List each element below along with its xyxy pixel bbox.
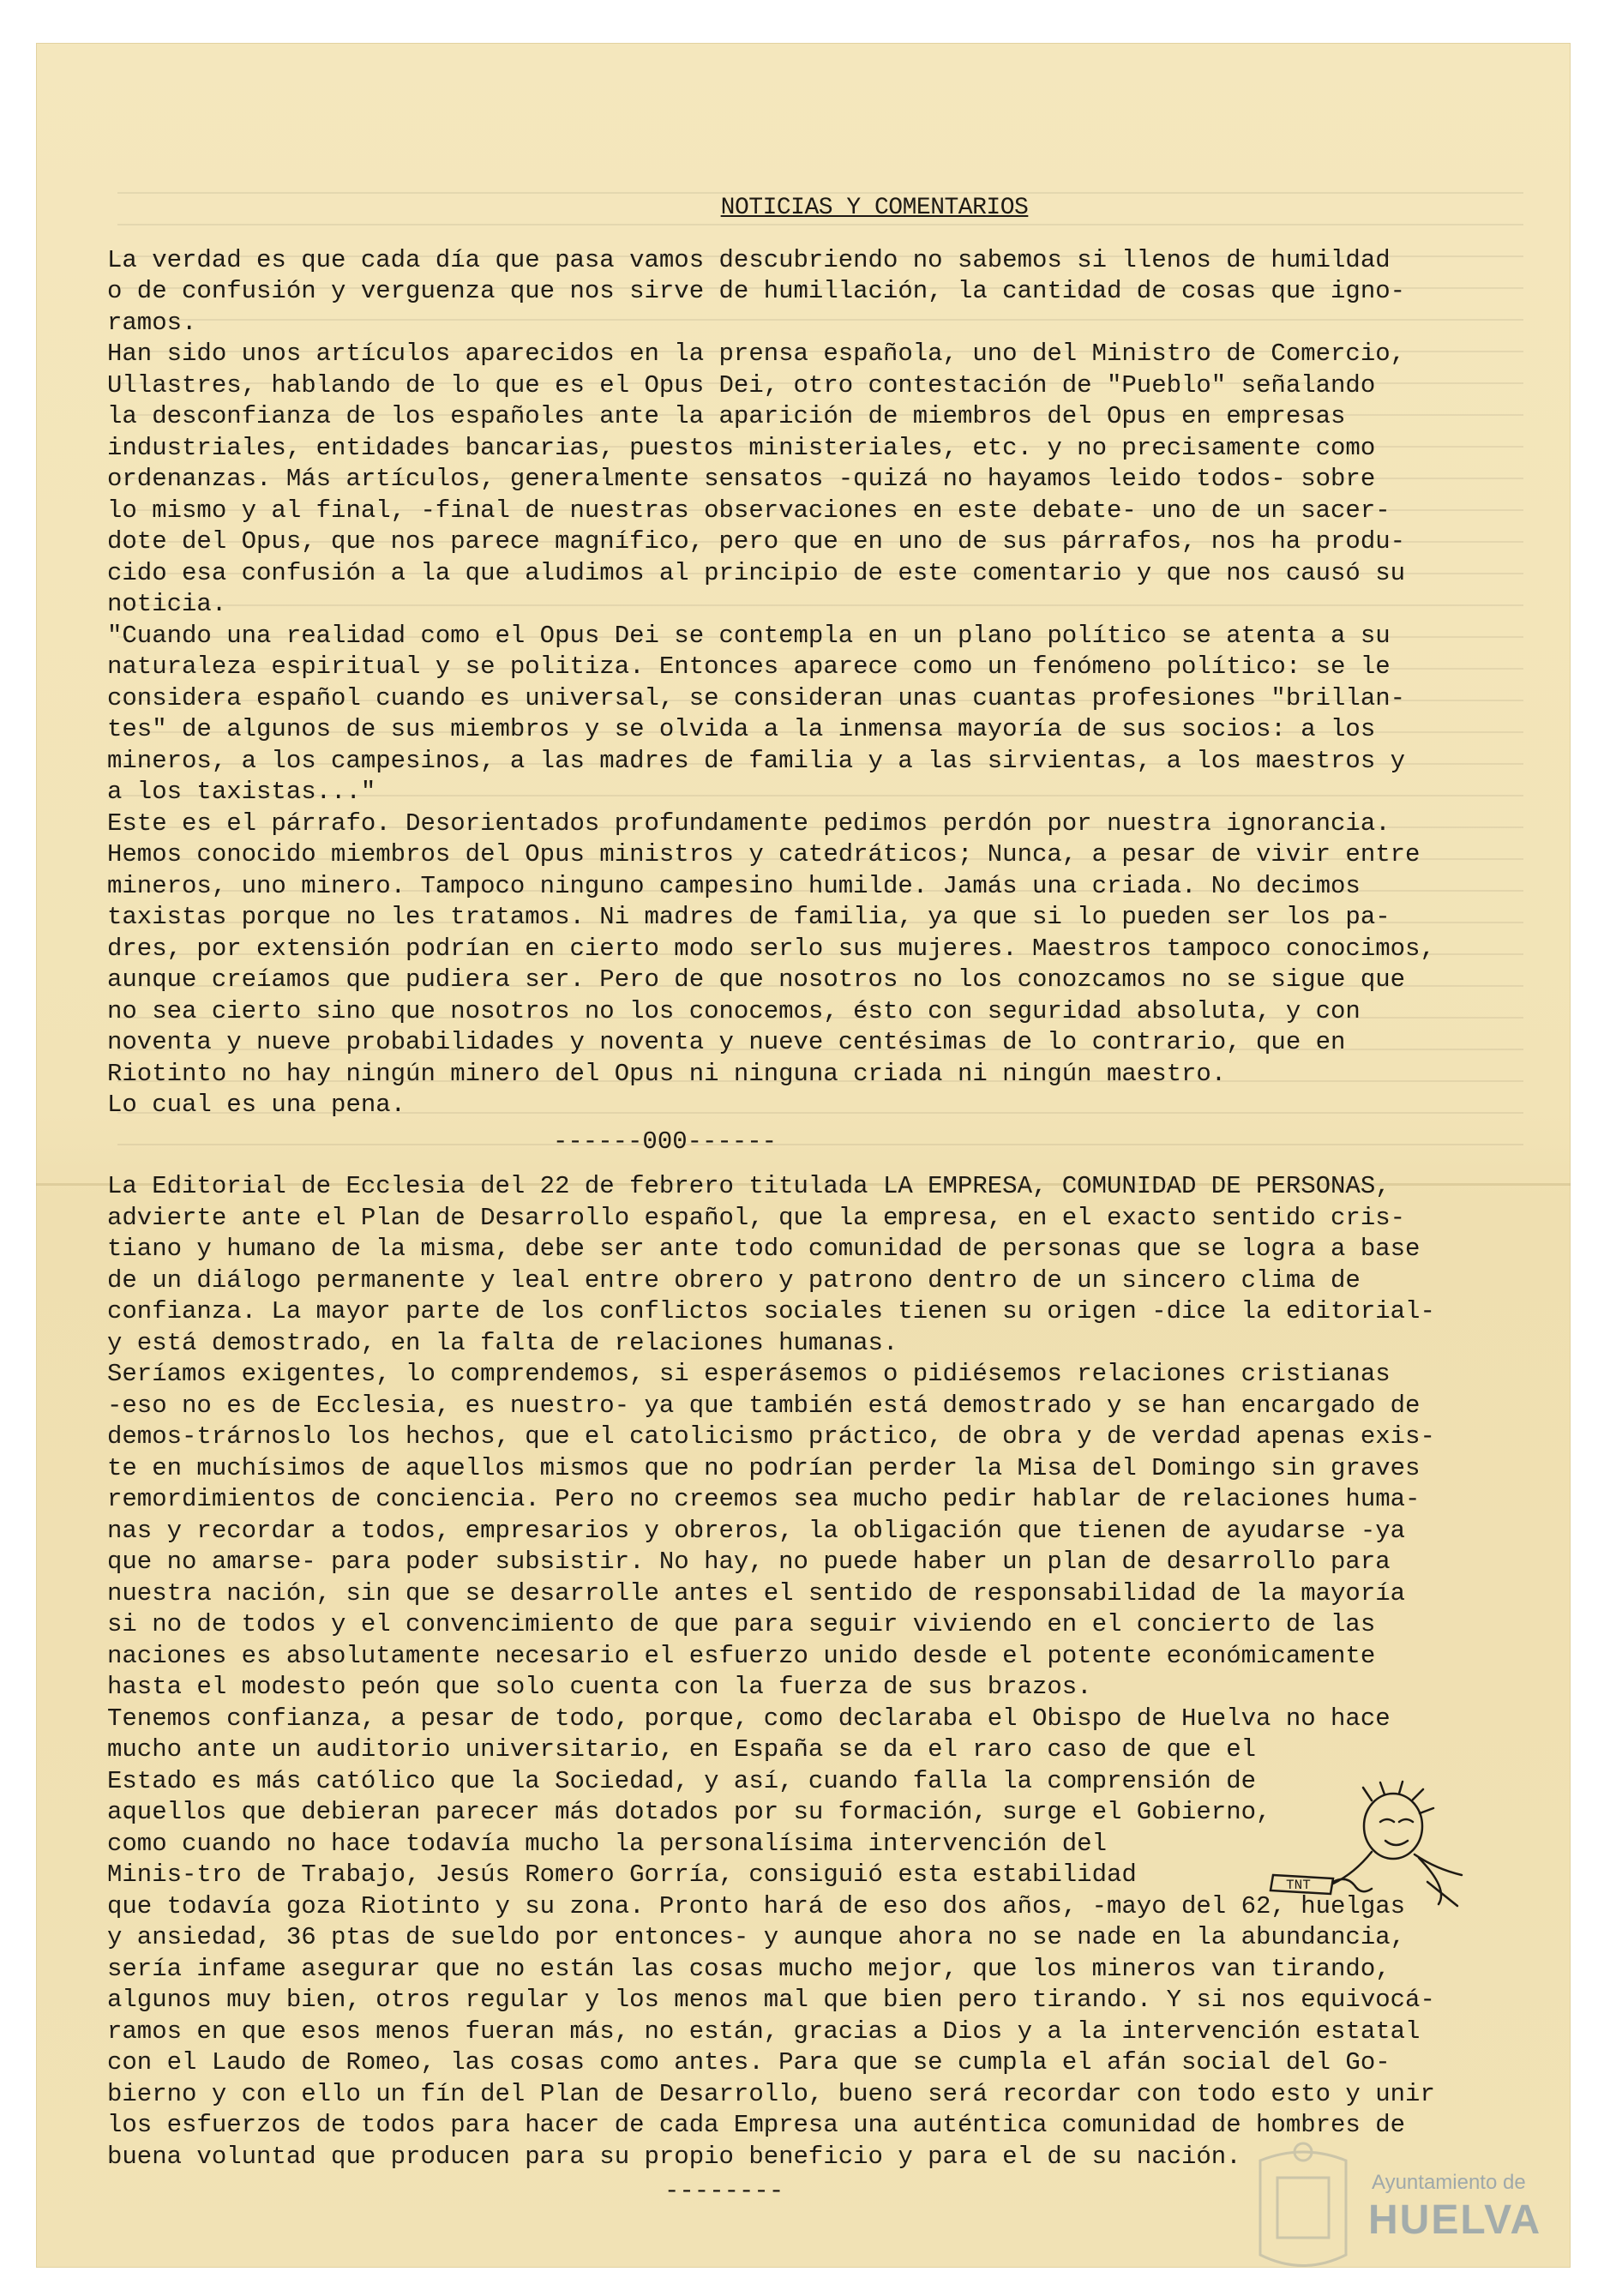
cartoon-drawing bbox=[1252, 1779, 1475, 1908]
paragraph: Seríamos exigentes, lo comprendemos, si esperásemos o pidiésemos relaciones cristianas -eso no es de Ecclesia, es nuestro- ya que también está demostrado y se han encargado de demos-trárnoslo los hechos, que el catolicismo práctico, de obra y de verdad apenas exis- te en muchísimos de aquellos mismos que no podrían perder la Misa del Domingo sin graves remordimientos de conciencia. Pero no creemos sea mucho pedir hablar de relaciones huma- nas y recordar a todos, empresarios y obreros, la obligación que tienen de ayudarse -ya que no amarse- para poder subsistir. No hay, no puede haber un plan de desarrollo para nuestra nación, sin que se desarrolle antes el sentido de responsabilidad de la mayoría si no de todos y el convencimiento de que para seguir viviendo en el concierto de las naciones es absolutamente necesario el esfuerzo unido desde el potente económicamente hasta el modesto peón que solo cuenta con la fuerza de sus brazos. bbox=[107, 1360, 1435, 1701]
paragraph: Lo cual es una pena. bbox=[107, 1091, 406, 1119]
paragraph: La verdad es que cada día que pasa vamos descubriendo no sabemos si llenos de humildad o de confusión y verguenza que nos sirve de humillación, la cantidad de cosas que igno- ramos. bbox=[107, 245, 1406, 337]
cartoon-label: TNT bbox=[1286, 1878, 1311, 1893]
watermark-line1: Ayuntamiento de bbox=[1372, 2171, 1526, 2194]
paragraph: "Cuando una realidad como el Opus Dei se contempla en un plano político se atenta a su naturaleza espiritual y se politiza. Entonces aparece como un fenómeno político: se le considera español cuando es universal, se consideran unas cuantas profesiones "brillan- tes" de algunos de sus miembros y se olvida a la inmensa mayoría de sus socios: a los mineros, a los campesinos, a las madres de familia y a las sirvientas, a los maestros y a los taxistas..." bbox=[107, 621, 1406, 806]
paragraph: Han sido unos artículos aparecidos en la prensa española, uno del Ministro de Comercio, Ullastres, hablando de lo que es el Opus Dei, otro contestación de "Pueblo" señalando la desconfianza de los españoles ante la aparición de miembros del Opus en empresas industriales, entidades bancarias, puestos ministeriales, etc. y no precisamente como ordenanzas. Más artículos, generalmente sensatos -quizá no hayamos leido todos- sobre lo mismo y al final, -final de nuestras observaciones en este debate- uno de un sacer- dote del Opus, que nos parece magnífico, pero que en uno de sus párrafos, nos ha produ- cido esa confusión a la que aludimos al principio de este comentario y que nos causó su noticia. bbox=[107, 340, 1406, 618]
document-title: NOTICIAS Y COMENTARIOS bbox=[720, 195, 1029, 221]
paragraph: Este es el párrafo. Desorientados profundamente pedimos perdón por nuestra ignorancia. Hemos conocido miembros del Opus ministros y catedráticos; Nunca, a pesar de vivir entre mineros, uno minero. Tampoco ninguno campesino humilde. Jamás una criada. No decimos taxistas porque no les tratamos. Ni madres de familia, ya que si lo pueden ser los pa- dres, por extensión podrían en cierto modo serlo sus mujeres. Maestros tampoco conocimos, aunque creíamos que pudiera ser. Pero de que nosotros no los conozcamos no se sigue que no sea cierto sino que nosotros no los conocemos, ésto con seguridad absoluta, y con noventa y nueve probabilidades y noventa y nueve centésimas de lo contrario, que en Riotinto no hay ningún minero del Opus ni ninguna criada ni ningún maestro. bbox=[107, 808, 1435, 1088]
paragraph: Tenemos confianza, a pesar de todo, porque, como declaraba el Obispo de Huelva no hace mucho ante un auditorio universitario, en España se da el raro caso de que el Estado es más católico que la Sociedad, y así, cuando falla la comprensión de aquellos que debieran parecer más dotados por su formación, surge el Gobierno, como cuando no hace todavía mucho la personalísima intervención del Minis-tro de Trabajo, Jesús Romero Gorría, consiguió esta estabilidad que todavía goza Riotinto y su zona. Pronto hará de eso dos años, -mayo del 62, huelgas y ansiedad, 36 ptas de sueldo por entonces- y aunque ahora no se nade en la abundancia, sería infame asegurar que no están las cosas mucho mejor, que los mineros van tirando, algunos muy bien, otros regular y los menos mal que bien pero tirando. Y si nos equivocá- ramos en que esos menos fueran más, no están, gracias a Dios y a la intervención estatal con el Laudo de Romeo, las cosas como antes. Para que se cumpla el afán social del Go- bierno y con ello un fín del Plan de Desarrollo, bueno será recordar con todo esto y unir los esfuerzos de todos para hacer de cada Empresa una auténtica comunidad de hombres de buena voluntad que producen para su propio beneficio y para el de su nación. bbox=[107, 1704, 1435, 2171]
end-separator: -------- bbox=[664, 2177, 784, 2205]
paragraph: La Editorial de Ecclesia del 22 de febrero titulada LA EMPRESA, COMUNIDAD DE PERSONAS, advierte ante el Plan de Desarrollo español, que la empresa, en el exacto sentido cris- tiano y humano de la misma, debe ser ante todo comunidad de personas que se logra a base de un diálogo permanente y leal entre obrero y patrono dentro de un sincero clima de confianza. La mayor parte de los conflictos sociales tienen su origen -dice la editorial- y está demostrado, en la falta de relaciones humanas. bbox=[107, 1172, 1435, 1357]
watermark-line2: HUELVA bbox=[1368, 2197, 1542, 2243]
section-separator: ------000------ bbox=[553, 1127, 778, 1156]
document-body bbox=[107, 193, 1445, 2208]
